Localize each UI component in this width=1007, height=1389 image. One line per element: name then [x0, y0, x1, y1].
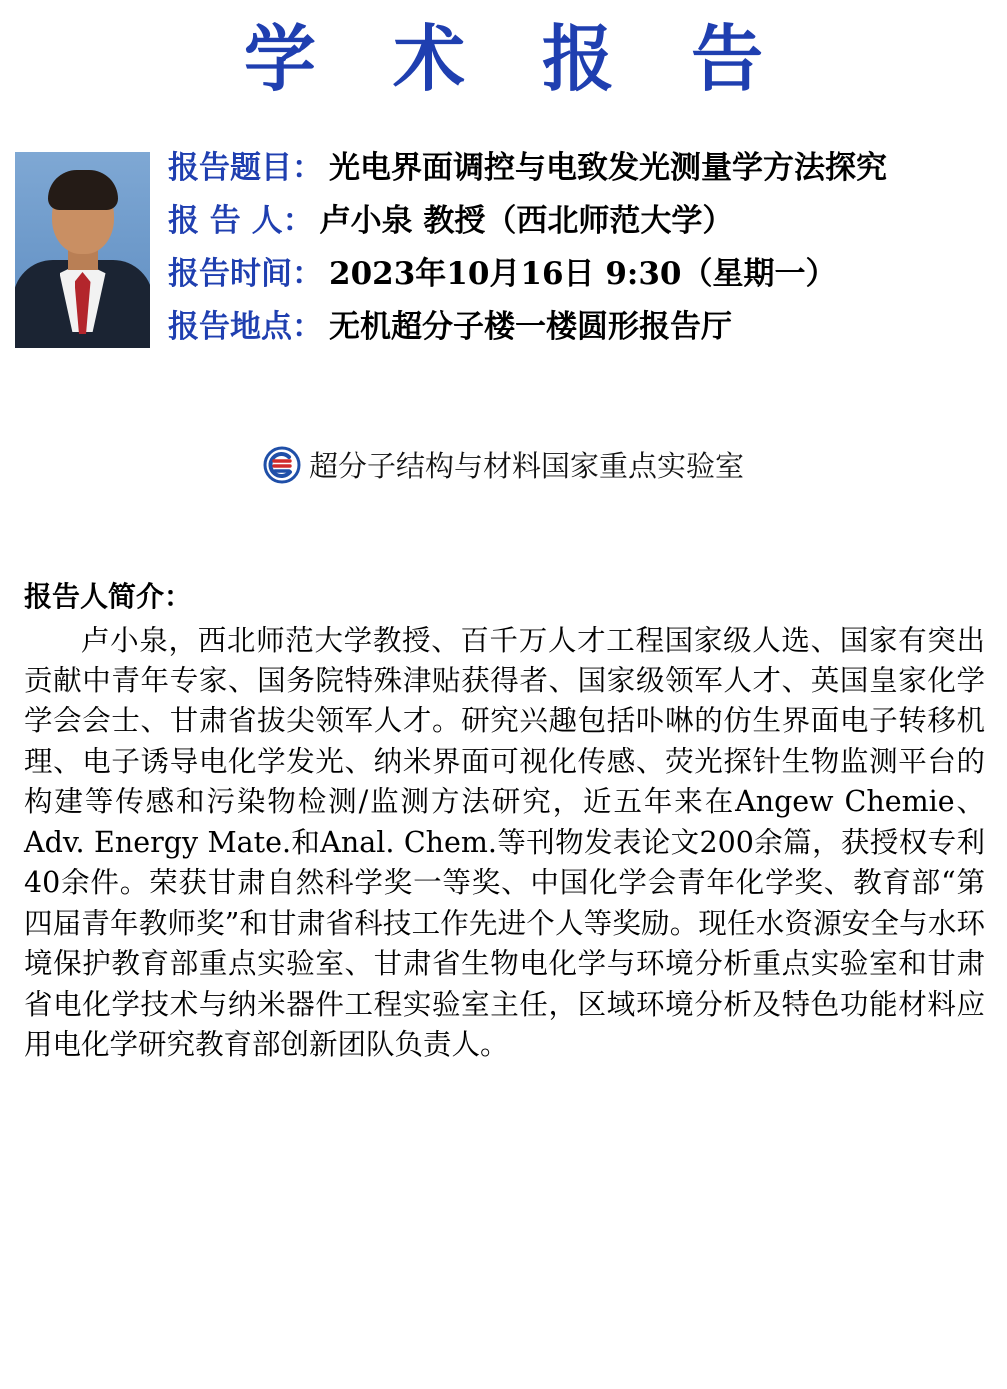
info-section [0, 142, 1007, 392]
info-row-venue [168, 301, 997, 346]
info-label-speaker: 报 告 人： [168, 203, 314, 239]
info-value-venue: 无机超分子楼一楼圆形报告厅 [329, 309, 732, 345]
info-row-speaker [168, 195, 997, 240]
bio-heading: 报告人简介： [24, 579, 193, 613]
title-bar [0, 0, 1007, 104]
info-row-topic [168, 142, 997, 187]
portrait-hair [48, 170, 118, 210]
info-value-speaker: 卢小泉 教授（西北师范大学） [319, 203, 734, 239]
supramolecular-lab-logo-icon [263, 446, 301, 484]
info-label-topic: 报告题目： [168, 150, 323, 186]
bio-body: 卢小泉，西北师范大学教授、百千万人才工程国家级人选、国家有突出贡献中青年专家、国务院特殊津贴获得者、国家级领军人才、英国皇家化学学会会士、甘肃省拔尖领军人才。研究兴趣包括卟啉的仿生界面电子转移机理、电子诱导电化学发光、纳米界面可视化传感、荧光探针生物监测平台的构建等传感和污染物检测/监测方法研究，近五年来在Angew Chemie、Adv. Energy Mate.和Anal. Chem.等刊物发表论文200余篇，获授权专利40余件。荣获甘肃自然科学奖一等奖、中国化学会青年化学奖、教育部“第四届青年教师奖”和甘肃省科技工作先进个人等奖励。现任水资源安全与水环境保护教育部重点实验室、甘肃省生物电化学与环境分析重点实验室和甘肃省电化学技术与纳米器件工程实验室主任，区域环境分析及特色功能材料应用电化学研究教育部创新团队负责人。 [24, 623, 985, 1062]
lab-name: 超分子结构与材料国家重点实验室 [308, 449, 744, 483]
lab-section [0, 444, 1007, 489]
info-label-venue: 报告地点： [168, 309, 323, 345]
info-row-time [168, 248, 997, 293]
info-label-time: 报告时间： [168, 256, 323, 292]
speaker-portrait [15, 152, 150, 348]
info-value-time: 2023年10月16日 9:30（星期一） [329, 256, 837, 292]
page-title: 学 术 报 告 [243, 16, 790, 101]
info-lines [168, 142, 997, 354]
bio-section [0, 575, 1007, 1066]
lab-inline [263, 444, 744, 485]
info-value-topic: 光电界面调控与电致发光测量学方法探究 [329, 150, 887, 186]
